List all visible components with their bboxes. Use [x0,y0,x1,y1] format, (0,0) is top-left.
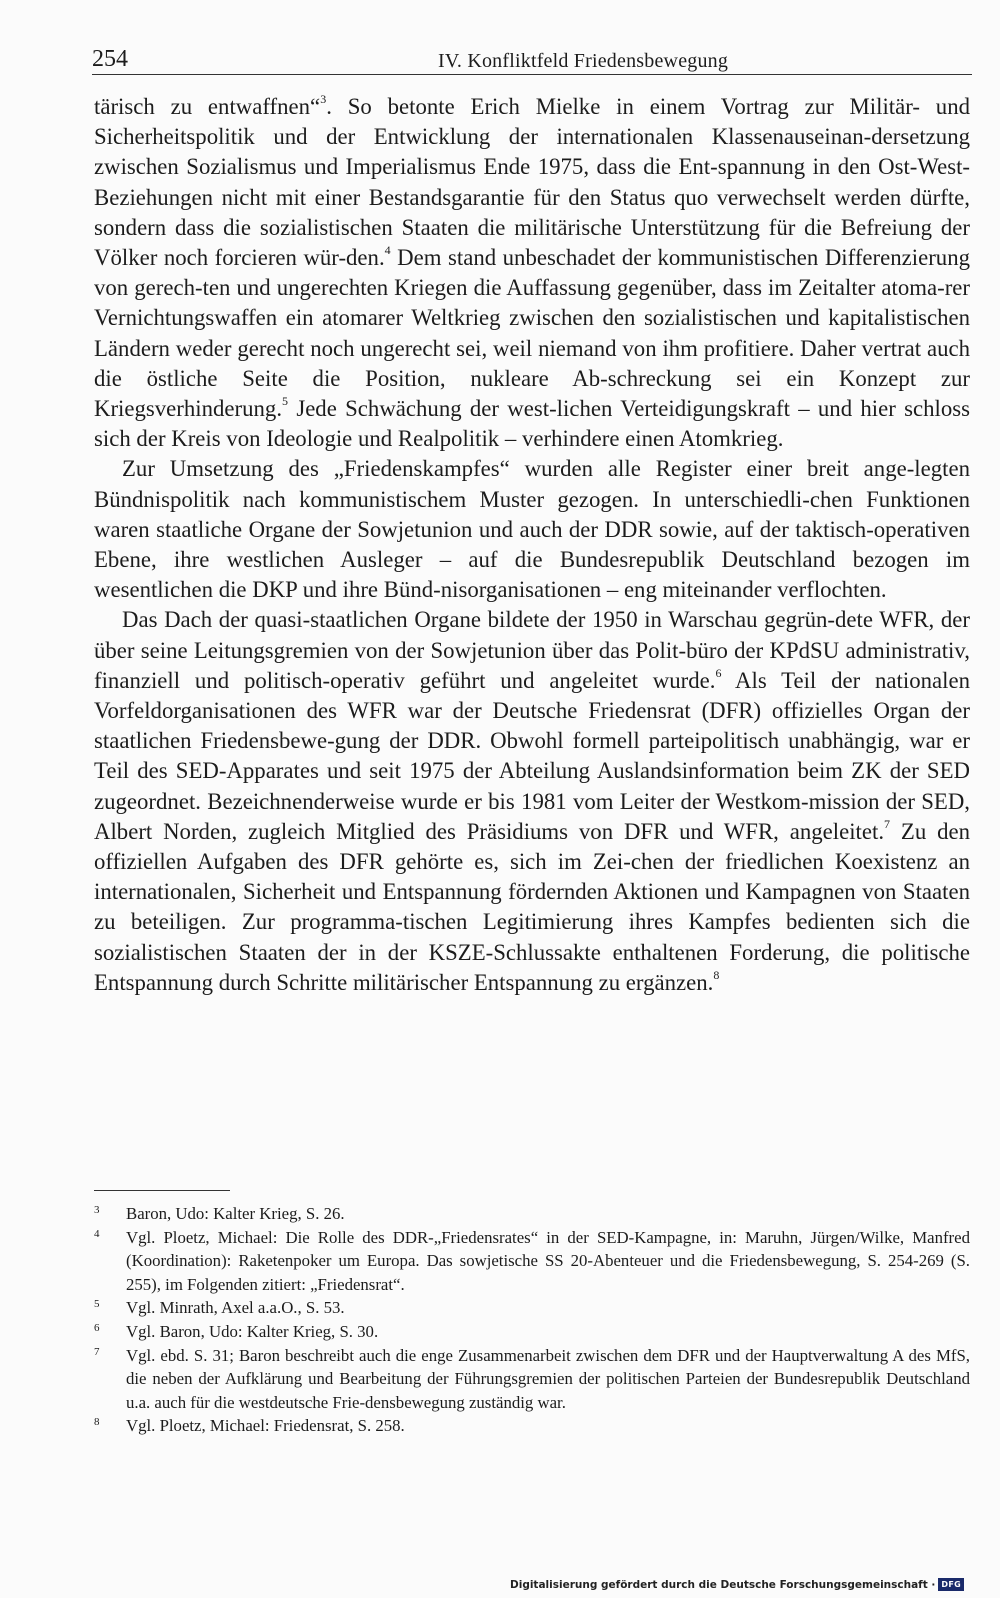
footnote-ref-6[interactable]: 6 [715,666,722,681]
footnote-number: 3 [94,1204,100,1216]
footnote-text: Vgl. Ploetz, Michael: Friedensrat, S. 258. [126,1416,405,1436]
footnote-divider [94,1190,230,1191]
dfg-logo: DFG [938,1578,964,1591]
footnotes [94,1202,970,1438]
footnote-7 [94,1344,970,1415]
footnote-ref-5[interactable]: 5 [282,394,289,409]
footnote-text: Vgl. Baron, Udo: Kalter Krieg, S. 30. [126,1321,379,1341]
footnote-text: Vgl. Ploetz, Michael: Die Rolle des DDR-„Friedensrates“ in der SED-Kampagne, in: Maruhn, Jürgen/Wilke, Manfred (Koordination): Raketenpoker um Europa. Das sowjetische SS 20-Abenteuer und die Friedensbewegung, S. 254-269 (S. 255), im Folgenden zitiert: „Friedensrat“. [126,1227,970,1294]
footnote-8 [94,1414,970,1438]
credit-text: Digitalisierung gefördert durch die Deutsche Forschungsgemeinschaft · [510,1578,936,1591]
main-text [94,92,970,998]
footnote-ref-4[interactable]: 4 [384,243,391,258]
footnote-number: 7 [94,1345,100,1358]
footnote-ref-7[interactable]: 7 [884,817,891,832]
footnote-ref-3[interactable]: 3 [320,92,327,107]
running-title: IV. Konfliktfeld Friedensbewegung [438,50,729,72]
footnote-number: 4 [94,1227,100,1240]
page-header [92,44,972,75]
footnote-ref-8[interactable]: 8 [713,968,720,983]
footnote-number: 6 [94,1321,100,1334]
paragraph-2: Zur Umsetzung des „Friedenskampfes“ wurden alle Register einer breit ange-legten Bündnispolitik nach kommunistischem Muster gezogen. In unterschiedli-chen Funktionen waren staatliche Organe der Sowjetunion und auch der DDR sowie, auf der taktisch-operativen Ebene, ihre westlichen Ausleger – auf die Bundesrepublik Deutschland bezogen im wesentlichen die DKP und ihre Bünd-nisorganisationen – eng miteinander verflochten. [94,456,970,603]
footnote-text: Vgl. Minrath, Axel a.a.O., S. 53. [126,1298,345,1318]
footnote-3 [94,1202,970,1226]
footnote-number: 5 [94,1298,100,1311]
footnote-4 [94,1226,970,1297]
paragraph-3: Das Dach der quasi-staatlichen Organe bildete der 1950 in Warschau gegrün-dete WFR, der über seine Leitungsgremien von der Sowjetunion über das Polit-büro der KPdSU administrativ, finanziell und politisch-operativ geführt und angeleitet wurde.$^6$ Als Teil der nationalen Vorfeldorganisationen des WFR war der Deutsche Friedensrat (DFR) offizielles Organ der staatlichen Friedensbewe-gung der DDR. Obwohl formell parteipolitisch unabhängig, war er Teil des SED-Apparates und seit 1975 der Abteilung Auslandsinformation beim ZK der SED zugeordnet. Bezeichnenderweise wurde er bis 1981 vom Leiter der Westkom-mission der SED, Albert Norden, zugleich Mitglied des Präsidiums von DFR und WFR, angeleitet.$^7$ Zu den offiziellen Aufgaben des DFR gehörte es, sich im Zei-chen der friedlichen Koexistenz an internationalen, Sicherheit und Entspannung fördernden Aktionen und Kampagnen von Staaten zu beteiligen. Zur programma-tischen Legitimierung ihres Kampfes bedienten sich die sozialistischen Staaten der in der KSZE-Schlussakte enthaltenen Forderung, die politische Entspannung durch Schritte militärischer Entspannung zu ergänzen.$^8$ [94,607,970,995]
footnote-text: Baron, Udo: Kalter Krieg, S. 26. [126,1204,345,1223]
footnote-5 [94,1296,970,1320]
paragraph-1: tärisch zu entwaffnen“$^3$. So betonte Erich Mielke in einem Vortrag zur Militär- und Sicherheitspolitik und der Entwicklung der internationalen Klassenauseinan-dersetzung zwischen Sozialismus und Imperialismus Ende 1975, dass die Ent-spannung in den Ost-West-Beziehungen nicht mit einer Bestandsgarantie für den Status quo verwechselt werden dürfte, sondern dass die sozialistischen Staaten die militärische Unterstützung für die Befreiung der Völker noch forcieren wür-den.$^4$ Dem stand unbeschadet der kommunistischen Differenzierung von gerech-ten und ungerechten Kriegen die Auffassung gegenüber, dass im Zeitalter atoma-rer Vernichtungswaffen ein atomarer Weltkrieg zwischen den sozialistischen und kapitalistischen Ländern weder gerecht noch ungerecht sei, weil niemand von ihm profitiere. Daher vertrat auch die östliche Seite die Position, nukleare Ab-schreckung sei ein Konzept zur Kriegsverhinderung.$^5$ Jede Schwächung der west-lichen Verteidigungskraft – und hier schloss sich der Kreis von Ideologie und Realpolitik – verhindere einen Atomkrieg. [94,92,971,452]
footnote-text: Vgl. ebd. S. 31; Baron beschreibt auch die enge Zusammenarbeit zwischen dem DFR und der Hauptverwaltung A des MfS, die neben der Aufklärung und Bearbeitung der Führungsgremien der politischen Parteien der Bundesrepublik Deutschland u.a. auch für die westdeutsche Frie-densbewegung zuständig war. [126,1345,970,1412]
footnote-6 [94,1320,970,1344]
footnote-number: 8 [94,1416,100,1429]
page-number: 254 [92,46,128,72]
digitization-credit [510,1578,964,1591]
